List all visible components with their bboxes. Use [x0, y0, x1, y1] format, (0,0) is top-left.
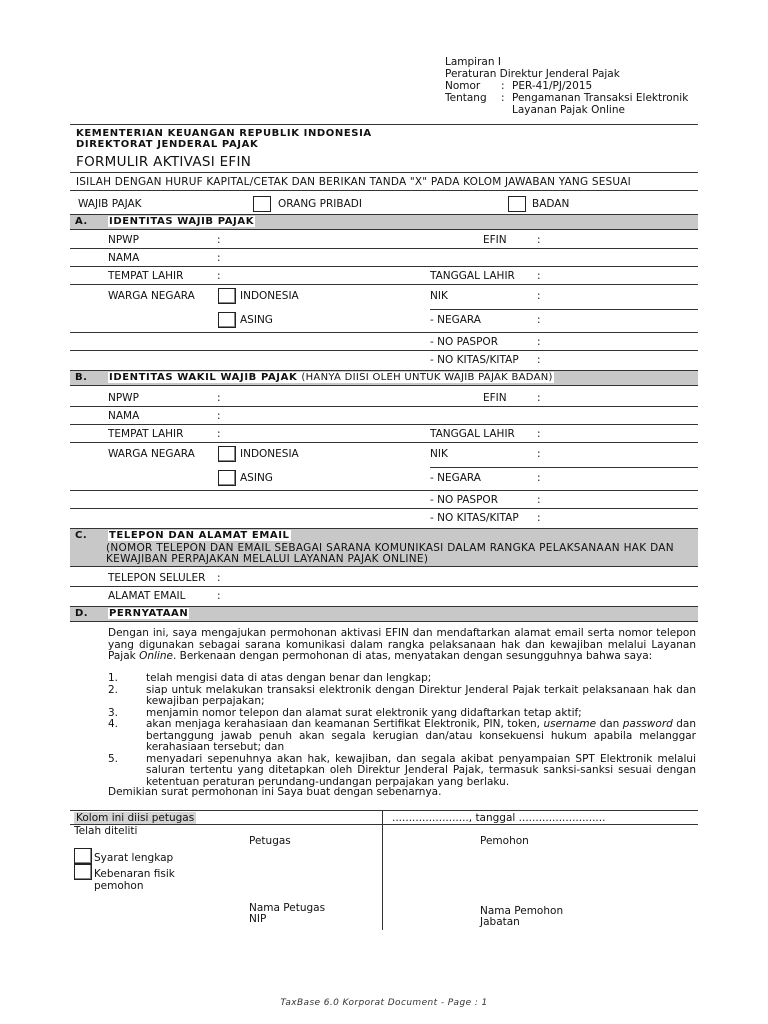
- divider: [70, 350, 698, 351]
- divider: [70, 190, 698, 191]
- colon: :: [217, 428, 221, 440]
- b-no-kitas-label: - NO KITAS/KITAP: [430, 512, 519, 524]
- divider: [70, 586, 698, 587]
- b-npwp-label: NPWP: [108, 392, 139, 404]
- b-asing-checkbox[interactable]: [218, 470, 236, 486]
- section-b-title: IDENTITAS WAKIL WAJIB PAJAK (HANYA DIISI OLEH UNTUK WAJIB PAJAK BADAN): [109, 372, 553, 383]
- nip-label: NIP: [249, 913, 267, 925]
- b-indonesia-label: INDONESIA: [240, 448, 299, 460]
- a-tempat-lahir-label: TEMPAT LAHIR: [108, 270, 184, 282]
- lampiran-nomor: Nomor : PER-41/PJ/2015: [445, 80, 593, 92]
- section-b-subtitle: (HANYA DIISI OLEH UNTUK WAJIB PAJAK BADAN): [301, 372, 553, 383]
- date-line: ......................., tanggal ..........................: [392, 812, 606, 824]
- badan-label: BADAN: [532, 198, 570, 210]
- b-tempat-lahir-label: TEMPAT LAHIR: [108, 428, 184, 440]
- b-warga-negara-label: WARGA NEGARA: [108, 448, 195, 460]
- nama-pemohon-label: Nama Pemohon: [480, 905, 564, 917]
- colon: :: [537, 270, 541, 282]
- ministry-header: [76, 128, 372, 150]
- divider: [70, 248, 698, 249]
- petugas-label: Petugas: [249, 835, 291, 847]
- divider: [70, 442, 698, 443]
- divider: [70, 124, 698, 125]
- b-negara-label: - NEGARA: [430, 472, 481, 484]
- divider: [70, 424, 698, 425]
- orang-pribadi-label: ORANG PRIBADI: [278, 198, 362, 210]
- badan-checkbox[interactable]: [508, 196, 526, 212]
- divider: [70, 490, 698, 491]
- divider: [430, 467, 698, 468]
- b-nama-label: NAMA: [108, 410, 140, 422]
- section-b-letter: B.: [75, 372, 88, 383]
- list-item: 2. siap untuk melakukan transaksi elektronik dengan Direktur Jenderal Pajak terkait pelaksanaan hak dan kewajiban perpajakan;: [108, 683, 696, 707]
- kebenaran-label: Kebenaran fisik: [94, 868, 175, 880]
- form-title: FORMULIR AKTIVASI EFIN: [76, 154, 252, 170]
- section-a-title: IDENTITAS WAJIB PAJAK: [109, 216, 255, 227]
- instruction-text: ISILAH DENGAN HURUF KAPITAL/CETAK DAN BERIKAN TANDA "X" PADA KOLOM JAWABAN YANG SESUAI: [76, 176, 631, 188]
- colon: :: [217, 392, 221, 404]
- list-item: 4. akan menjaga kerahasiaan dan keamanan Sertifikat Elektronik, PIN, token, username dan password dan bertanggung jawab penuh akan segala kerugian dan/atau konsekuensi hukum apabila melanggar kerahasiaan tersebut; dan: [108, 718, 697, 753]
- colon: :: [217, 410, 221, 422]
- colon: :: [217, 572, 221, 584]
- email-label: ALAMAT EMAIL: [108, 590, 186, 602]
- section-d-header: [70, 606, 698, 622]
- section-d-letter: D.: [75, 608, 89, 619]
- syarat-checkbox[interactable]: [74, 848, 92, 864]
- statement-closing: Demikian surat permohonan ini Saya buat dengan sebenarnya.: [108, 786, 442, 798]
- section-c-letter: C.: [75, 530, 88, 541]
- colon: :: [537, 234, 541, 246]
- pemohon-label: Pemohon: [480, 835, 529, 847]
- checked-label: Telah diteliti: [74, 825, 138, 837]
- divider: [70, 810, 698, 811]
- b-nik-label: NIK: [430, 448, 448, 460]
- a-nik-label: NIK: [430, 290, 448, 302]
- divider: [70, 508, 698, 509]
- section-a-header: [70, 214, 698, 230]
- divider: [430, 309, 698, 310]
- section-b-header: [70, 370, 698, 386]
- lampiran-title: Lampiran I: [445, 56, 501, 68]
- page-footer: TaxBase 6.0 Korporat Document - Page : 1: [280, 998, 488, 1008]
- colon: :: [217, 590, 221, 602]
- section-c-title: TELEPON DAN ALAMAT EMAIL: [109, 530, 290, 541]
- colon: :: [537, 354, 541, 366]
- divider: [70, 172, 698, 173]
- section-a-letter: A.: [75, 216, 88, 227]
- kebenaran-checkbox[interactable]: [74, 864, 92, 880]
- lampiran-tentang: Tentang : Pengamanan Transaksi Elektronik: [445, 92, 689, 104]
- section-d-title: PERNYATAAN: [109, 608, 189, 619]
- b-no-paspor-label: - NO PASPOR: [430, 494, 498, 506]
- list-item: 3. menjamin nomor telepon dan alamat surat elektronik yang didaftarkan tetap aktif;: [108, 706, 582, 719]
- section-c-subtitle-2: KEWAJIBAN PERPAJAKAN MELALUI LAYANAN PAJAK ONLINE): [106, 553, 429, 565]
- kebenaran-label-cont: pemohon: [94, 880, 144, 892]
- a-tanggal-lahir-label: TANGGAL LAHIR: [430, 270, 515, 282]
- colon: :: [537, 428, 541, 440]
- b-indonesia-checkbox[interactable]: [218, 446, 236, 462]
- statement-intro: Dengan ini, saya mengajukan permohonan aktivasi EFIN dan mendaftarkan alamat email serta nomor telepon yang digunakan sebagai sarana komunikasi dalam rangka pelaksanaan hak dan kewajiban melalui Layanan Pajak Online. Berkenaan dengan permohonan di atas, menyatakan dengan sesungguhnya bahwa saya:: [108, 627, 696, 662]
- divider: [70, 284, 698, 285]
- colon: :: [537, 448, 541, 460]
- colon: :: [217, 252, 221, 264]
- section-c-header: [70, 528, 698, 567]
- b-efin-label: EFIN: [483, 392, 507, 404]
- colon: :: [537, 512, 541, 524]
- colon: :: [217, 270, 221, 282]
- divider: [70, 332, 698, 333]
- list-item: 5. menyadari sepenuhnya akan hak, kewajiban, dan segala akibat penyampaian SPT Elektronik melalui saluran tertentu yang ditetapkan oleh Direktur Jenderal Pajak, termasuk sanksi-sanksi sesuai dengan ketentuan peraturan perundang-undangan perpajakan yang berlaku.: [108, 752, 696, 788]
- divider: [70, 266, 698, 267]
- colon: :: [537, 472, 541, 484]
- b-asing-label: ASING: [240, 472, 273, 484]
- divider: [70, 824, 698, 825]
- a-asing-checkbox[interactable]: [218, 312, 236, 328]
- telepon-label: TELEPON SELULER: [108, 572, 206, 584]
- officer-column-label: Kolom ini diisi petugas: [76, 812, 195, 824]
- a-asing-label: ASING: [240, 314, 273, 326]
- column-divider: [382, 810, 383, 930]
- colon: :: [537, 314, 541, 326]
- colon: :: [537, 494, 541, 506]
- wajib-pajak-label: WAJIB PAJAK: [78, 198, 142, 210]
- b-tanggal-lahir-label: TANGGAL LAHIR: [430, 428, 515, 440]
- a-warga-negara-label: WARGA NEGARA: [108, 290, 195, 302]
- a-npwp-label: NPWP: [108, 234, 139, 246]
- ministry-name: KEMENTERIAN KEUANGAN REPUBLIK INDONESIA: [76, 128, 372, 139]
- a-no-paspor-label: - NO PASPOR: [430, 336, 498, 348]
- a-no-kitas-label: - NO KITAS/KITAP: [430, 354, 519, 366]
- a-efin-label: EFIN: [483, 234, 507, 246]
- a-negara-label: - NEGARA: [430, 314, 481, 326]
- colon: :: [217, 234, 221, 246]
- orang-pribadi-checkbox[interactable]: [253, 196, 271, 212]
- lampiran-tentang-cont: Layanan Pajak Online: [512, 104, 625, 116]
- jabatan-label: Jabatan: [480, 916, 520, 928]
- nama-petugas-label: Nama Petugas: [249, 902, 326, 914]
- a-nama-label: NAMA: [108, 252, 140, 264]
- a-indonesia-checkbox[interactable]: [218, 288, 236, 304]
- syarat-label: Syarat lengkap: [94, 852, 174, 864]
- a-indonesia-label: INDONESIA: [240, 290, 299, 302]
- colon: :: [537, 392, 541, 404]
- lampiran-block: [445, 56, 688, 116]
- colon: :: [537, 336, 541, 348]
- lampiran-regulation: Peraturan Direktur Jenderal Pajak: [445, 68, 620, 80]
- section-c-subtitle-1: (NOMOR TELEPON DAN EMAIL SEBAGAI SARANA KOMUNIKASI DALAM RANGKA PELAKSANAAN HAK DAN: [106, 542, 674, 554]
- divider: [70, 406, 698, 407]
- directorate-name: DIREKTORAT JENDERAL PAJAK: [76, 139, 259, 150]
- colon: :: [537, 290, 541, 302]
- statement-list: [108, 673, 696, 788]
- list-item: 1. telah mengisi data di atas dengan benar dan lengkap;: [108, 672, 432, 684]
